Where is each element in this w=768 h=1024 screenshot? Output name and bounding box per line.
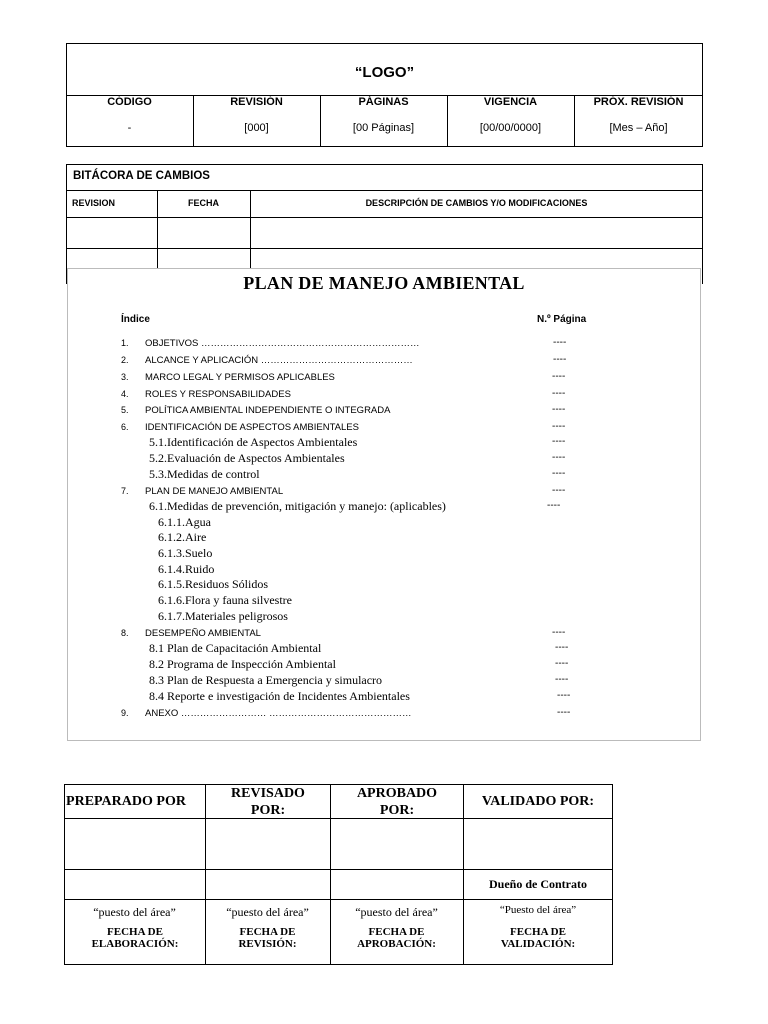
header-value-revision: [000]: [244, 122, 269, 134]
index-item: [0, 642, 768, 658]
index-item-label: 6.1.Medidas de prevención, mitigación y manejo: (aplicables): [149, 499, 446, 513]
bitacora-divider: [66, 248, 703, 249]
index-item: [0, 436, 768, 452]
index-item-label: 8.2 Programa de Inspección Ambiental: [149, 657, 336, 671]
signature-title-revisado: REVISADO POR:: [231, 786, 305, 818]
header-label-prox-revision: PRÓX. REVISIÓN: [593, 96, 684, 108]
index-item-page: ----: [547, 500, 561, 511]
plan-title: PLAN DE MANEJO AMBIENTAL: [243, 273, 525, 293]
index-item: [0, 500, 768, 516]
index-item: [0, 707, 768, 723]
index-item-page: ----: [555, 642, 569, 653]
logo-placeholder: “LOGO”: [354, 64, 415, 81]
index-item: [0, 547, 768, 563]
index-item: [0, 578, 768, 594]
signature-col-divider: [330, 784, 331, 965]
index-item: [0, 404, 768, 420]
index-item-label: MARCO LEGAL Y PERMISOS APLICABLES: [145, 372, 335, 383]
index-item-number: 6.: [121, 422, 129, 432]
signature-title-validado: VALIDADO POR:: [481, 794, 595, 809]
index-item: [0, 658, 768, 674]
bitacora-border: [66, 164, 703, 284]
index-item-label: 8.4 Reporte e investigación de Incidentes Ambientales: [149, 689, 410, 703]
index-item-page: ----: [552, 485, 566, 496]
index-item: [0, 354, 768, 370]
signature-title-preparado: PREPARADO POR: [66, 794, 186, 809]
index-item: [0, 531, 768, 547]
signature-date-label-revisado: FECHA DE REVISIÓN:: [238, 926, 297, 950]
signature-col-divider: [205, 784, 206, 965]
index-item-page: ----: [557, 690, 571, 701]
index-item-label: 5.1.Identificación de Aspectos Ambientales: [149, 435, 358, 449]
signature-date-label-validado: FECHA DE VALIDACIÓN:: [500, 926, 576, 950]
index-item-page: ----: [553, 354, 567, 365]
signature-col-divider: [463, 784, 464, 965]
index-item: [0, 610, 768, 626]
header-value-prox-revision: [Mes – Año]: [609, 122, 668, 134]
index-item-number: 3.: [121, 372, 129, 382]
index-item-label: 5.2.Evaluación de Aspectos Ambientales: [149, 451, 345, 465]
index-item-number: 1.: [121, 338, 129, 348]
index-item-number: 9.: [121, 708, 129, 718]
index-item: [0, 674, 768, 690]
index-item-number: 2.: [121, 355, 129, 365]
index-item-label: 5.3.Medidas de control: [149, 467, 260, 481]
index-item-label: 6.1.6.Flora y fauna silvestre: [158, 593, 292, 607]
header-value-vigencia: [00/00/0000]: [479, 122, 542, 134]
header-label-vigencia: VIGENCIA: [483, 96, 538, 108]
index-item-label: 6.1.1.Agua: [158, 515, 211, 529]
signature-divider: [64, 818, 613, 819]
index-item: [0, 337, 768, 353]
bitacora-divider: [66, 190, 703, 191]
index-item-page: ----: [553, 337, 567, 348]
header-value-codigo: -: [127, 122, 132, 134]
index-item-page: ----: [552, 371, 566, 382]
index-item-page: ----: [552, 388, 566, 399]
index-item-page: ----: [552, 468, 566, 479]
signature-divider: [64, 869, 613, 870]
index-item-label: ALCANCE Y APLICACIÓN …………………………………………: [145, 355, 413, 366]
index-item-label: 8.3 Plan de Respuesta a Emergencia y simulacro: [149, 673, 383, 687]
index-item-label: 6.1.7.Materiales peligrosos: [158, 609, 288, 623]
bitacora-title: BITÁCORA DE CAMBIOS: [73, 170, 210, 182]
signature-position-preparado: “puesto del área”: [93, 905, 176, 919]
index-item: [0, 371, 768, 387]
index-item-page: ----: [552, 421, 566, 432]
index-item: [0, 388, 768, 404]
index-item-number: 7.: [121, 486, 129, 496]
header-label-revision: REVISIÓN: [230, 96, 283, 108]
page-heading: N.º Página: [537, 314, 587, 325]
index-item-label: OBJETIVOS ……………………………………………………………: [145, 338, 420, 349]
signature-position-validado: “Puesto del área”: [499, 904, 577, 916]
index-item-page: ----: [555, 658, 569, 669]
index-item-page: ----: [557, 707, 571, 718]
signature-position-aprobado: “puesto del área”: [355, 905, 438, 919]
index-heading: Índice: [121, 314, 150, 325]
signature-divider: [64, 899, 613, 900]
signature-title-aprobado: APROBADO POR:: [356, 786, 438, 818]
index-item: [0, 563, 768, 579]
header-value-paginas: [00 Páginas]: [352, 122, 415, 134]
index-item-number: 5.: [121, 405, 129, 415]
index-item: [0, 452, 768, 468]
index-item-label: 6.1.2.Aire: [158, 530, 207, 544]
index-item: [0, 594, 768, 610]
header-label-paginas: PÁGINAS: [358, 96, 409, 108]
index-item: [0, 468, 768, 484]
index-item-label: POLÍTICA AMBIENTAL INDEPENDIENTE O INTEGRADA: [145, 405, 391, 416]
index-item-number: 4.: [121, 389, 129, 399]
bitacora-col-revision: REVISION: [72, 198, 116, 208]
index-item-label: PLAN DE MANEJO AMBIENTAL: [145, 486, 284, 497]
index-item-page: ----: [552, 452, 566, 463]
index-item-label: 6.1.4.Ruido: [158, 562, 215, 576]
bitacora-col-fecha: FECHA: [188, 198, 219, 208]
index-item-label: ROLES Y RESPONSABILIDADES: [145, 389, 291, 400]
index-item-page: ----: [555, 674, 569, 685]
index-item-label: 8.1 Plan de Capacitación Ambiental: [149, 641, 322, 655]
index-item-page: ----: [552, 436, 566, 447]
index-item-label: ANEXO ……………………… ………………………………………: [145, 708, 412, 719]
index-item: [0, 516, 768, 532]
signature-date-label-aprobado: FECHA DE APROBACIÓN:: [357, 926, 436, 950]
bitacora-col-descripcion: DESCRIPCIÓN DE CAMBIOS Y/O MODIFICACIONES: [365, 198, 588, 208]
index-item-page: ----: [552, 627, 566, 638]
header-label-codigo: CÓDIGO: [107, 96, 152, 108]
index-item-number: 8.: [121, 628, 129, 638]
signature-position-revisado: “puesto del área”: [226, 905, 309, 919]
index-item-label: DESEMPEÑO AMBIENTAL: [145, 628, 261, 639]
index-item-label: 6.1.5.Residuos Sólidos: [158, 577, 269, 591]
signature-date-label-preparado: FECHA DE ELABORACIÓN:: [91, 926, 179, 950]
index-item: [0, 690, 768, 706]
index-item-label: IDENTIFICACIÓN DE ASPECTOS AMBIENTALES: [145, 422, 359, 433]
index-item: [0, 627, 768, 643]
index-item-label: 6.1.3.Suelo: [158, 546, 213, 560]
index-item: [0, 421, 768, 437]
signature-owner-validado: Dueño de Contrato: [489, 877, 587, 891]
bitacora-divider: [66, 217, 703, 218]
index-item-page: ----: [552, 404, 566, 415]
